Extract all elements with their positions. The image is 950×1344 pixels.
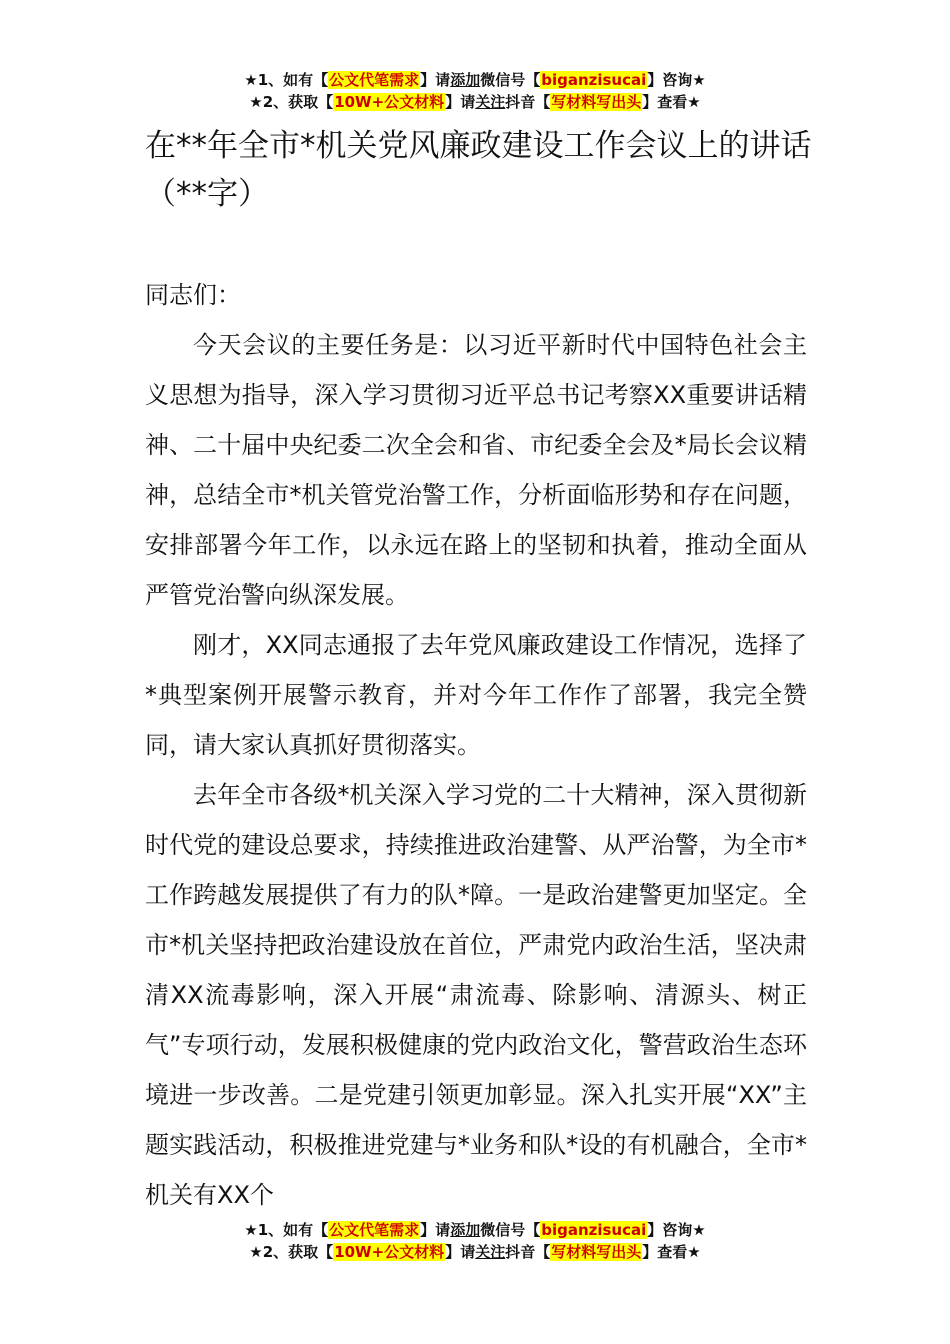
promo-underlined-text: 关注 — [475, 93, 506, 111]
promo-highlight: 写材料写出头 — [551, 93, 642, 111]
promo-text: 微信号【 — [480, 1221, 541, 1239]
promo-text: 】请 — [420, 71, 451, 89]
body-paragraph: 今天会议的主要任务是：以习近平新时代中国特色社会主义思想为指导，深入学习贯彻习近平总书记考察XX重要讲话精神、二十届中央纪委二次全会和省、市纪委全会及*局长会议精神，总结全市*机关管党治警工作，分析面临形势和存在问题，安排部署今年工作，以永远在路上的坚韧和执着，推动全面从严管党治警向纵深发展。 — [145, 331, 807, 609]
salutation: 同志们： — [145, 281, 241, 309]
promo-text: 微信号【 — [480, 71, 541, 89]
promo-underlined-text: 关注 — [475, 1243, 506, 1261]
promo-underlined-text: 添加 — [450, 71, 481, 89]
promo-text: 】查看★ — [642, 1243, 701, 1261]
promo-banner-bottom — [0, 1219, 950, 1263]
promo-text: 】请 — [420, 1221, 451, 1239]
promo-highlight: 公文代笔需求 — [329, 1221, 420, 1239]
promo-text: 抖音【 — [505, 1243, 551, 1261]
promo-text: ★2、获取【 — [249, 93, 334, 111]
promo-text: 】咨询★ — [647, 71, 706, 89]
promo-highlight: biganzisucai — [541, 1221, 647, 1239]
promo-underlined-text: 添加 — [450, 1221, 481, 1239]
promo-text: 】咨询★ — [647, 1221, 706, 1239]
promo-highlight: biganzisucai — [541, 71, 647, 89]
promo-highlight: 写材料写出头 — [551, 1243, 642, 1261]
promo-text: ★1、如有【 — [244, 71, 329, 89]
body-paragraph: 去年全市各级*机关深入学习党的二十大精神，深入贯彻新时代党的建设总要求，持续推进政治建警、从严治警，为全市*工作跨越发展提供了有力的队*障。一是政治建警更加坚定。全市*机关坚持把政治建设放在首位，严肃党内政治生活，坚决肃清XX流毒影响，深入开展“肃流毒、除影响、清源头、树正气”专项行动，发展积极健康的党内政治文化，警营政治生态环境进一步改善。二是党建引领更加彰显。深入扎实开展“XX”主题实践活动，积极推进党建与*业务和队*设的有机融合，全市*机关有XX个 — [145, 781, 807, 1209]
promo-text: 】请 — [445, 93, 476, 111]
promo-highlight: 10W+公文材料 — [334, 93, 445, 111]
document-title: 在**年全市*机关党风廉政建设工作会议上的讲话（**字） — [145, 128, 812, 212]
promo-text: 抖音【 — [505, 93, 551, 111]
promo-line-2 — [0, 1241, 950, 1263]
promo-highlight: 公文代笔需求 — [329, 71, 420, 89]
document-body — [145, 270, 807, 1220]
promo-line-1 — [0, 69, 950, 91]
promo-text: ★1、如有【 — [244, 1221, 329, 1239]
promo-text: ★2、获取【 — [249, 1243, 334, 1261]
promo-highlight: 10W+公文材料 — [334, 1243, 445, 1261]
body-paragraph: 刚才，XX同志通报了去年党风廉政建设工作情况，选择了*典型案例开展警示教育，并对今年工作作了部署，我完全赞同，请大家认真抓好贯彻落实。 — [145, 631, 807, 759]
promo-line-2 — [0, 91, 950, 113]
promo-text: 】请 — [445, 1243, 476, 1261]
promo-banner-top — [0, 69, 950, 113]
promo-line-1 — [0, 1219, 950, 1241]
promo-text: 】查看★ — [642, 93, 701, 111]
